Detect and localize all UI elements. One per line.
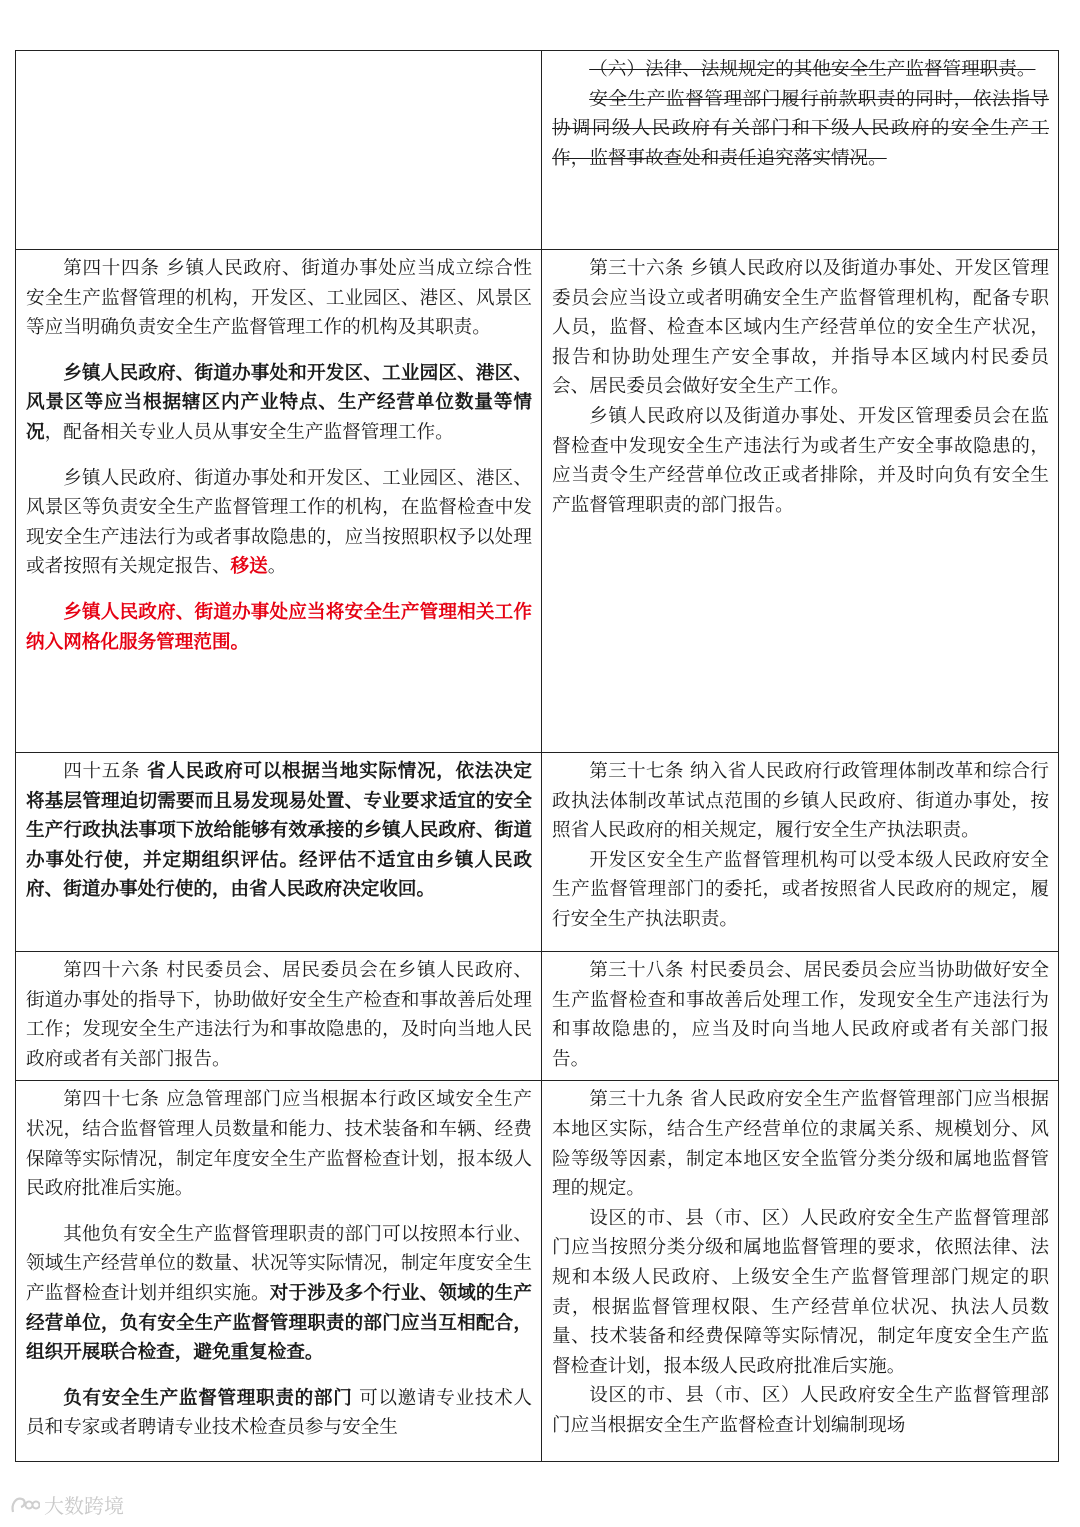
table-row: [16, 952, 1059, 1081]
text-segment: 乡镇人民政府、街道办事处应当将安全生产管理相关工作纳入网格化服务管理范围。: [26, 601, 532, 653]
clause-paragraph: [26, 359, 532, 448]
left-cell: [16, 250, 542, 753]
text-segment: 省人民政府可以根据当地实际情况，依法决定将基层管理迫切需要而且易发现易处置、专业要求适宜的安全生产行政执法事项下放给能够有效承接的乡镇人民政府、街道办事处行使，并定期组织评估。经评估不适宜由乡镇人民政府、街道办事处行使的，由省人民政府决定收回。: [26, 761, 532, 901]
clause-paragraph: [552, 1381, 1049, 1440]
text-segment: 第四十四条 乡镇人民政府、街道办事处应当成立综合性安全生产监督管理的机构，开发区、工业园区、港区、风景区等应当明确负责安全生产监督管理工作的机构及其职责。: [26, 258, 532, 339]
text-segment: 乡镇人民政府以及街道办事处、开发区管理委员会在监督检查中发现安全生产违法行为或者生产安全事故隐患的，应当责令生产经营单位改正或者排除，并及时向负有安全生产监督管理职责的部门报告。: [552, 405, 1049, 516]
clause-paragraph: [552, 1204, 1049, 1382]
clause-paragraph: [26, 757, 532, 905]
clause-paragraph: [552, 402, 1049, 520]
clause-paragraph: [552, 956, 1049, 1074]
left-cell: [16, 753, 542, 952]
watermark-text: 大数跨境: [44, 1494, 124, 1518]
clause-paragraph: [26, 1085, 532, 1203]
text-segment: ，配备相关专业人员从事安全生产监督管理工作。: [44, 421, 454, 443]
text-segment: 第四十七条 应急管理部门应当根据本行政区域安全生产状况，结合监督管理人员数量和能力、技术装备和车辆、经费保障等实际情况，制定年度安全生产监督检查计划，报本级人民政府批准后实施。: [26, 1089, 532, 1200]
clause-paragraph: [26, 1220, 532, 1368]
clause-paragraph: [26, 1384, 532, 1443]
left-cell: [16, 51, 542, 250]
table-row: [16, 753, 1059, 952]
clause-paragraph: [552, 55, 1049, 85]
text-segment: 第三十六条 乡镇人民政府以及街道办事处、开发区管理委员会应当设立或者明确安全生产监督管理机构，配备专职人员，监督、检查本区域内生产经营单位的安全生产状况，报告和协助处理生产安全事故，并指导本区域内村民委员会、居民委员会做好安全生产工作。: [552, 258, 1049, 398]
table-row: [16, 250, 1059, 753]
clause-paragraph: [26, 598, 532, 657]
text-segment: 第三十八条 村民委员会、居民委员会应当协助做好安全生产监督检查和事故善后处理工作，发现安全生产违法行为和事故隐患的，应当及时向当地人民政府或者有关部门报告。: [552, 960, 1049, 1070]
watermark: [10, 1490, 124, 1519]
text-segment: 乡镇人民政府、街道办事处和开发区、工业园区、港区、风景区等应当根据辖区内产业特点、生产经营单位数量等情况: [26, 362, 532, 443]
text-segment: 开发区安全生产监督管理机构可以受本级人民政府安全生产监督管理部门的委托，或者按照省人民政府的规定，履行安全生产执法职责。: [552, 849, 1049, 930]
text-segment: 。: [267, 556, 287, 578]
right-cell: [542, 51, 1059, 250]
text-segment: 设区的市、县（市、区）人民政府安全生产监督管理部门应当按照分类分级和属地监督管理的要求，依照法律、法规和本级人民政府、上级安全生产监督管理部门规定的职责，根据监督管理权限、生产经营单位状况、执法人员数量、技术装备和经费保障等实际情况，制定年度安全生产监督检查计划，报本级人民政府批准后实施。: [552, 1207, 1049, 1377]
right-cell: [542, 250, 1059, 753]
clause-paragraph: [26, 464, 532, 582]
clause-paragraph: [552, 846, 1049, 935]
clause-paragraph: [552, 254, 1049, 402]
table-row: [16, 1081, 1059, 1462]
text-segment: 第三十九条 省人民政府安全生产监督管理部门应当根据本地区实际，结合生产经营单位的隶属关系、规模划分、风险等级等因素，制定本地区安全监管分类分级和属地监督管理的规定。: [552, 1089, 1049, 1200]
clause-paragraph: [552, 85, 1049, 174]
comparison-table: [15, 50, 1059, 1462]
left-cell: [16, 952, 542, 1081]
text-segment: 负有安全生产监督管理职责的部门: [63, 1387, 353, 1409]
text-segment: 四十五条: [63, 761, 147, 782]
right-cell: [542, 753, 1059, 952]
text-segment: 第三十七条 纳入省人民政府行政管理体制改革和综合行政执法体制改革试点范围的乡镇人民政府、街道办事处，按照省人民政府的相关规定，履行安全生产执法职责。: [552, 761, 1049, 842]
text-segment: 其他负有安全生产监督管理职责的部门可以按照本行业、领域生产经营单位的数量、状况等实际情况，制定年度安全生产监督检查计划并组织实施。: [26, 1223, 532, 1304]
text-segment: 乡镇人民政府、街道办事处和开发区、工业园区、港区、风景区等负责安全生产监督管理工作的机构，在监督检查中发现安全生产违法行为或者事故隐患的，应当按照职权予以处理或者按照有关规定报告、: [26, 467, 532, 578]
text-segment: 第四十六条 村民委员会、居民委员会在乡镇人民政府、街道办事处的指导下，协助做好安全生产检查和事故善后处理工作；发现安全生产违法行为和事故隐患的，及时向当地人民政府或者有关部门报告。: [26, 960, 532, 1070]
text-segment: 对于涉及多个行业、领域的生产经营单位，负有安全生产监督管理职责的部门应当互相配合，组织开展联合检查，避免重复检查。: [26, 1282, 532, 1364]
table-row: [16, 51, 1059, 250]
left-cell: [16, 1081, 542, 1462]
right-cell: [542, 952, 1059, 1081]
text-segment: 可以邀请专业技术人员和专家或者聘请专业技术检查员参与安全生: [26, 1387, 532, 1439]
text-segment: 设区的市、县（市、区）人民政府安全生产监督管理部门应当根据安全生产监督检查计划编制现场: [552, 1385, 1049, 1436]
text-segment: 安全生产监督管理部门履行前款职责的同时，依法指导协调同级人民政府有关部门和下级人民政府的安全生产工作，监督事故查处和责任追究落实情况。: [552, 88, 1049, 169]
text-segment: 移送: [230, 556, 268, 578]
text-segment: （六）法律、法规规定的其他安全生产监督管理职责。: [589, 59, 1036, 80]
clause-paragraph: [552, 757, 1049, 846]
right-cell: [542, 1081, 1059, 1462]
clause-paragraph: [26, 956, 532, 1074]
clause-paragraph: [26, 254, 532, 343]
clause-paragraph: [552, 1085, 1049, 1203]
watermark-logo-icon: [10, 1494, 40, 1516]
